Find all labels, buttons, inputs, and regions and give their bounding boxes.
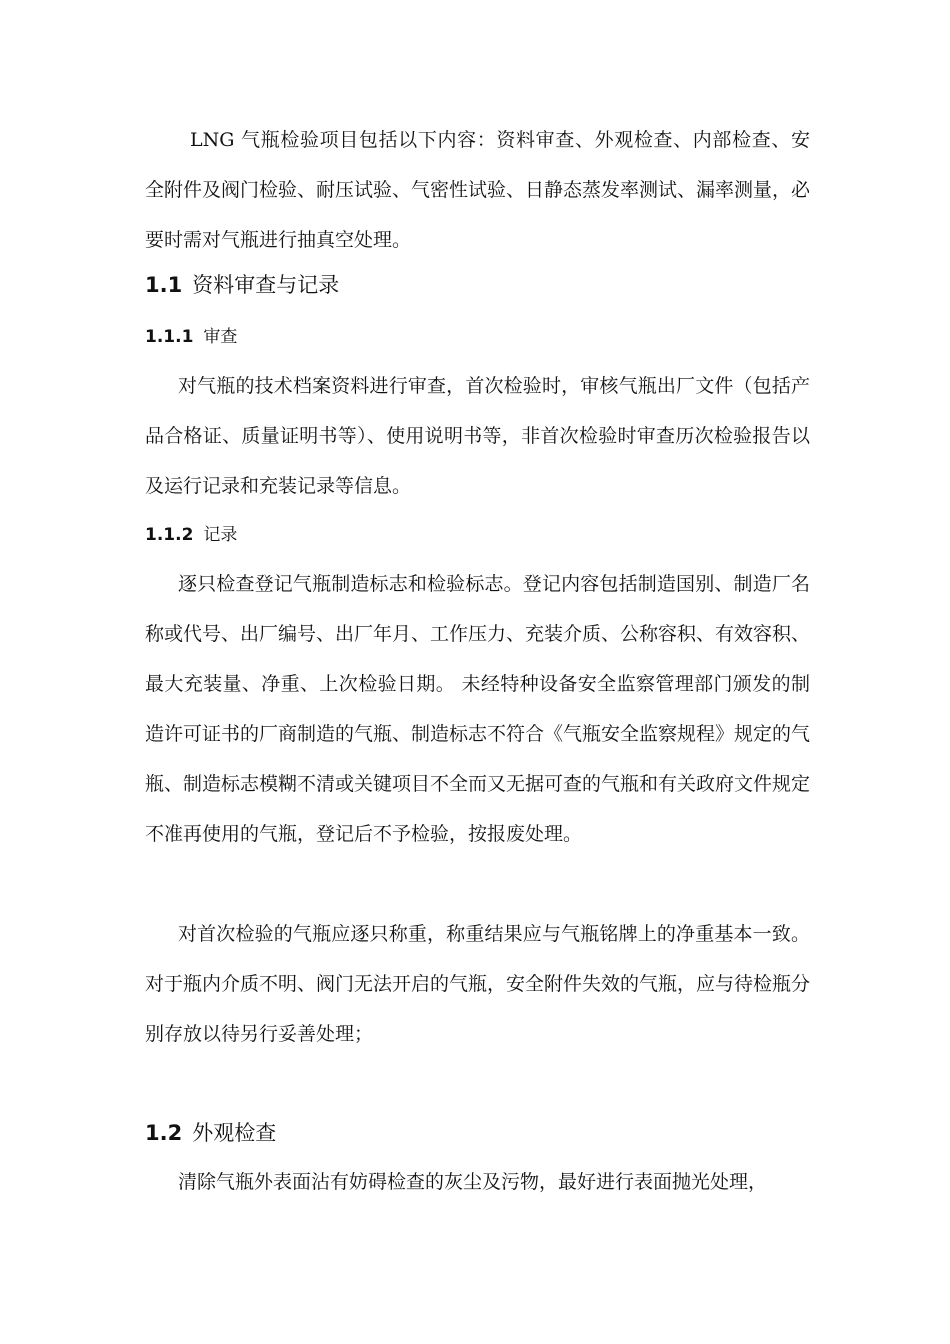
intro-paragraph: LNG 气瓶检验项目包括以下内容：资料审查、外观检查、内部检查、安全附件及阀门检验、耐压试验、气密性试验、日静态蒸发率测试、漏率测量，必要时需对气瓶进行抽真空处理。 bbox=[145, 129, 811, 251]
section-1-1-1-heading bbox=[145, 324, 237, 350]
section-number: 1.2 bbox=[145, 1121, 183, 1145]
section-1-1-2-heading bbox=[145, 522, 237, 548]
section-1-2-heading bbox=[145, 1118, 276, 1148]
review-paragraph: 对气瓶的技术档案资料进行审查，首次检验时，审核气瓶出厂文件（包括产品合格证、质量证明书等）、使用说明书等，非首次检验时审查历次检验报告以及运行记录和充装记录等信息。 bbox=[145, 375, 810, 497]
section-title: 记录 bbox=[203, 525, 238, 545]
section-title: 审查 bbox=[203, 327, 238, 347]
section-title: 外观检查 bbox=[192, 1121, 277, 1145]
section-number: 1.1.2 bbox=[145, 525, 194, 545]
appearance-paragraph: 清除气瓶外表面沾有妨碍检查的灰尘及污物，最好进行表面抛光处理， bbox=[178, 1171, 768, 1193]
section-number: 1.1 bbox=[145, 273, 183, 297]
section-1-1-heading bbox=[145, 270, 339, 300]
record-paragraph: 逐只检查登记气瓶制造标志和检验标志。登记内容包括制造国别、制造厂名称或代号、出厂编号、出厂年月、工作压力、充装介质、公称容积、有效容积、最大充装量、净重、上次检验日期。 未经特种设备安全监察管理部门颁发的制造许可证书的厂商制造的气瓶、制造标志不符合《气瓶安全监察规程》规定的气瓶、制造标志模糊不清或关键项目不全而又无据可查的气瓶和有关政府文件规定不准再使用的气瓶，登记后不予检验，按报废处理。 bbox=[145, 573, 811, 845]
weighing-paragraph: 对首次检验的气瓶应逐只称重，称重结果应与气瓶铭牌上的净重基本一致。对于瓶内介质不明、阀门无法开启的气瓶，安全附件失效的气瓶，应与待检瓶分别存放以待另行妥善处理； bbox=[145, 923, 811, 1045]
section-number: 1.1.1 bbox=[145, 327, 194, 347]
section-title: 资料审查与记录 bbox=[192, 273, 340, 297]
